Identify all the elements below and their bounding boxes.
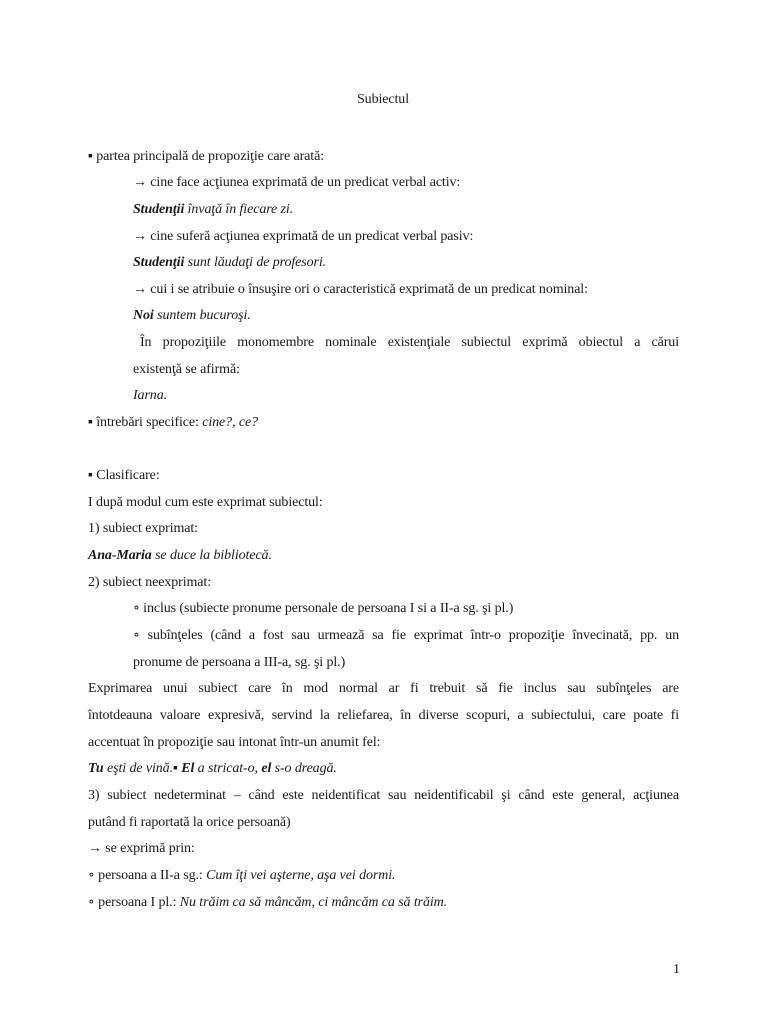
definition-bullet: ▪ partea principală de propoziţie care arată: bbox=[88, 149, 324, 164]
expressive-paragraph-line1: Exprimarea unui subiect care în mod normal ar fi trebuit să fie inclus sau subînţeles are bbox=[88, 681, 679, 696]
second-person-line: ∘ persoana a II-a sg.: Cum îţi vei aşterne, aşa vei dormi. bbox=[88, 868, 396, 883]
example-subject: Noi bbox=[133, 308, 154, 323]
example-passive bbox=[133, 254, 326, 272]
subitem-inclus: ∘ inclus (subiecte pronume personale de persoana I si a II-a sg. şi pl.) bbox=[133, 601, 514, 616]
example-expressive: Tu eşti de vină.▪ El a stricat-o, el s-o dreagă. bbox=[88, 761, 337, 776]
monomembre-paragraph-line1: În propoziţiile monomembre nominale existenţiale subiectul exprimă obiectul a cărui bbox=[140, 335, 679, 350]
example-subject: Studenţii bbox=[133, 255, 185, 270]
example-subject: Ana-Maria bbox=[88, 548, 152, 563]
example-text: Cum îţi vei aşterne, aşa vei dormi. bbox=[206, 868, 396, 883]
example-text: se duce la bibliotecă. bbox=[151, 548, 272, 563]
definition-arrow-nominal: → cui i se atribuie o însuşire ori o caracteristică exprimată de un predicat nominal: bbox=[133, 282, 588, 297]
item-indeterminate-line1: 3) subiect nedeterminat – când este neidentificat sau neidentificabil şi când este general, acţiunea bbox=[88, 788, 679, 803]
definition-arrow-passive: → cine suferă acţiunea exprimată de un predicat verbal pasiv: bbox=[133, 229, 474, 244]
definition-arrow-active: → cine face acţiunea exprimată de un predicat verbal activ: bbox=[133, 175, 461, 190]
example-text: învaţă în fiecare zi. bbox=[184, 202, 294, 217]
item-expressed-subject: 1) subiect exprimat: bbox=[88, 521, 198, 536]
example-nominal bbox=[133, 307, 251, 325]
example-subject: Studenţii bbox=[133, 202, 185, 217]
item-unexpressed-subject: 2) subiect neexprimat: bbox=[88, 575, 211, 590]
questions-value: cine?, ce? bbox=[202, 415, 258, 430]
questions-line: ▪ întrebări specifice: cine?, ce? bbox=[88, 415, 258, 430]
expressive-paragraph-line3: accentuat în propoziţie sau intonat într-un anumit fel: bbox=[88, 735, 381, 750]
expressed-through: → se exprimă prin: bbox=[88, 841, 195, 856]
page-number: 1 bbox=[673, 962, 680, 977]
subitem-subinteles-line2: pronume de persoana a III-a, sg. şi pl.) bbox=[133, 655, 346, 670]
classification-criterion: I după modul cum este exprimat subiectul: bbox=[88, 495, 323, 510]
classification-heading: ▪ Clasificare: bbox=[88, 468, 160, 483]
first-person-plural-line: ∘ persoana I pl.: Nu trăim ca să mâncăm, ci mâncăm ca să trăim. bbox=[88, 895, 448, 910]
example-text: suntem bucuroşi. bbox=[153, 308, 251, 323]
example-text: Nu trăim ca să mâncăm, ci mâncăm ca să trăim. bbox=[179, 895, 448, 910]
monomembre-paragraph-line2: existenţă se afirmă: bbox=[133, 362, 240, 377]
expressive-paragraph-line2: întotdeauna valoare expresivă, servind la reliefarea, în diverse scopuri, a subiectului, care poate fi bbox=[88, 708, 679, 723]
example-active bbox=[133, 201, 293, 219]
item-indeterminate-line2: putând fi raportată la orice persoană) bbox=[88, 815, 291, 830]
page-title: Subiectul bbox=[357, 92, 409, 107]
example-expressed bbox=[88, 547, 272, 565]
example-text: sunt lăudaţi de profesori. bbox=[184, 255, 327, 270]
subitem-subinteles-line1: ∘ subînţeles (când a fost sau urmează sa fie exprimat într-o propoziţie învecinată, pp. un bbox=[133, 628, 679, 643]
example-existential: Iarna. bbox=[133, 388, 168, 403]
